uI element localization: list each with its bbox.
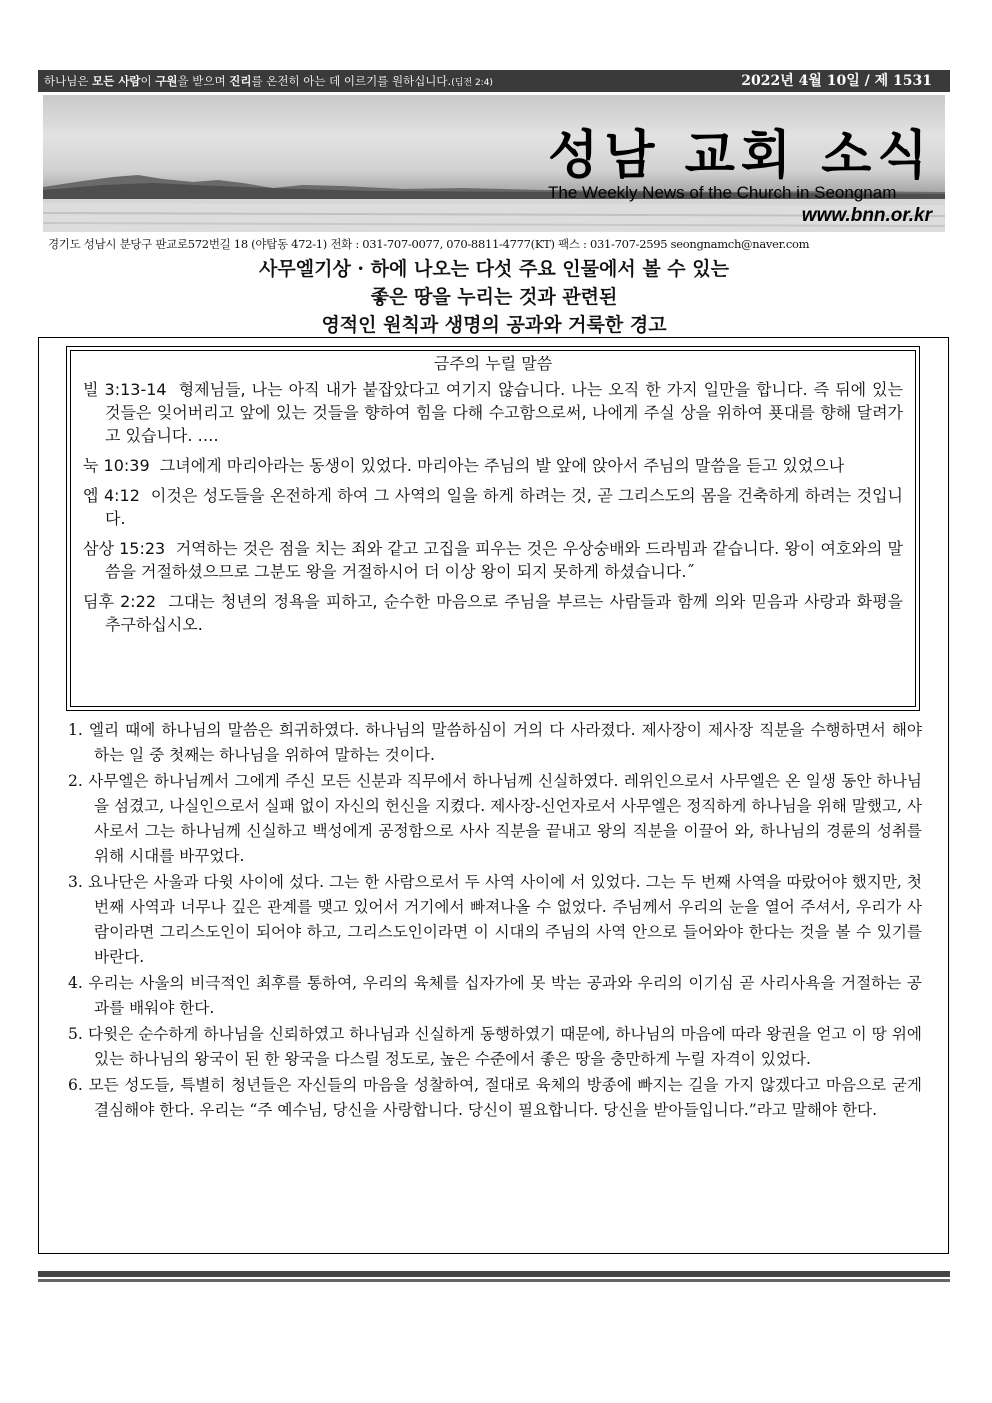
point-item: 1. 엘리 때에 하나님의 말씀은 희귀하였다. 하나님의 말씀하심이 거의 다 사라졌다. 제사장이 제사장 직분을 수행하면서 해야 하는 일 중 첫째는 하나님을 위하여 말하는 것이다.	[68, 721, 922, 764]
headline-line: 사무엘기상 · 하에 나오는 다섯 주요 인물에서 볼 수 있는	[259, 258, 729, 280]
verse-item: 눅 10:39 그녀에게 마리아라는 동생이 있었다. 마리아는 주님의 발 앞에 앉아서 주님의 말씀을 듣고 있었으나	[83, 456, 845, 475]
point-item: 2. 사무엘은 하나님께서 그에게 주신 모든 신분과 직무에서 하나님께 신실하였다. 레위인으로서 사무엘은 온 일생 동안 하나님을 섬겼고, 나실인으로서 실패 없이 자신의 헌신을 지켰다. 제사장-신언자로서 사무엘은 정직하게 하나님을 위해 말했고, 사사로서 그는 하나님께 신실하고 백성에게 공정함으로 사사 직분을 끝내고 왕의 직분을 이끌어 와, 하나님의 경륜의 성취를 위해 시대를 바꾸었다.	[68, 772, 922, 865]
headline-line: 영적인 원칙과 생명의 공과와 거룩한 경고	[321, 314, 667, 336]
newsletter-title: 성남 교회 소식	[548, 125, 934, 186]
verse-item: 엡 4:12 이것은 성도들을 온전하게 하여 그 사역의 일을 하게 하려는 것, 곧 그리스도의 몸을 건축하게 하려는 것입니다.	[83, 486, 904, 528]
headline-line: 좋은 땅을 누리는 것과 관련된	[370, 286, 618, 308]
point-item: 5. 다윗은 순수하게 하나님을 신뢰하였고 하나님과 신실하게 동행하였기 때문에, 하나님의 마음에 따라 왕권을 얻고 이 땅 위에 있는 하나님의 왕국이 된 한 왕국을 다스릴 정도로, 높은 수준에서 좋은 땅을 충만하게 누릴 자격이 있었다.	[68, 1025, 922, 1068]
website-link[interactable]: www.bnn.or.kr	[801, 205, 932, 226]
headline	[38, 255, 950, 339]
top-verse: 하나님은 모든 사람이 구원을 받으며 진리를 온전히 아는 데 이르기를 원하십니다.(딤전 2:4)	[44, 74, 493, 88]
footer-rule	[38, 1271, 950, 1277]
message-points	[68, 718, 922, 1124]
verse-item: 빌 3:13-14 형제님들, 나는 아직 내가 붙잡았다고 여기지 않습니다. 나는 오직 한 가지 일만을 합니다. 즉 뒤에 있는 것들은 잊어버리고 앞에 있는 것들을 향하여 힘을 다해 수고함으로써, 나에게 주실 상을 위하여 푯대를 향해 달려가고 있습니다. ….	[83, 380, 903, 445]
church-address: 경기도 성남시 분당구 판교로572번길 18 (야탑동 472-1) 전화 : 031-707-0077, 070-8811-4777(KT) 팩스 : 031-707-2595 seongnamch@naver.com	[48, 237, 810, 251]
footer-rule-thin	[38, 1279, 950, 1282]
verse-item: 삼상 15:23 거역하는 것은 점을 치는 죄와 같고 고집을 피우는 것은 우상숭배와 드라빔과 같습니다. 왕이 여호와의 말씀을 거절하셨으므로 그분도 왕을 거절하시어 더 이상 왕이 되지 못하게 하셨습니다.˝	[83, 539, 904, 581]
verse-box	[66, 346, 920, 711]
verse-item: 딤후 2:22 그대는 청년의 정욕을 피하고, 순수한 마음으로 주님을 부르는 사람들과 함께 의와 믿음과 사랑과 화평을 추구하십시오.	[83, 592, 904, 634]
issue-date: 2022년 4월 10일 / 제 1531	[741, 73, 932, 89]
verse-box-title: 금주의 누릴 말씀	[433, 354, 553, 373]
point-item: 4. 우리는 사울의 비극적인 최후를 통하여, 우리의 육체를 십자가에 못 박는 공과와 우리의 이기심 곧 사리사욕을 거절하는 공과를 배워야 한다.	[68, 974, 922, 1017]
point-item: 3. 요나단은 사울과 다윗 사이에 섰다. 그는 한 사람으로서 두 사역 사이에 서 있었다. 그는 두 번째 사역을 따랐어야 했지만, 첫 번째 사역과 너무나 깊은 관계를 맺고 있어서 거기에서 빠져나올 수 없었다. 주님께서 우리의 눈을 열어 주셔서, 우리가 사람이라면 그리스도인이 되어야 하고, 그리스도인이라면 이 시대의 주님의 사역 안으로 들어와야 한다는 것을 볼 수 있기를 바란다.	[68, 873, 922, 966]
newsletter-subtitle: The Weekly News of the Church in Seongnam	[548, 183, 897, 202]
header-bar	[38, 70, 950, 92]
top-verse-ref: (딤전 2:4)	[451, 78, 493, 88]
point-item: 6. 모든 성도들, 특별히 청년들은 자신들의 마음을 성찰하여, 절대로 육체의 방종에 빠지는 길을 가지 않겠다고 마음으로 굳게 결심해야 한다. 우리는 “주 예수님, 당신을 사랑합니다. 당신이 필요합니다. 당신을 받아들입니다.”라고 말해야 한다.	[68, 1076, 922, 1119]
